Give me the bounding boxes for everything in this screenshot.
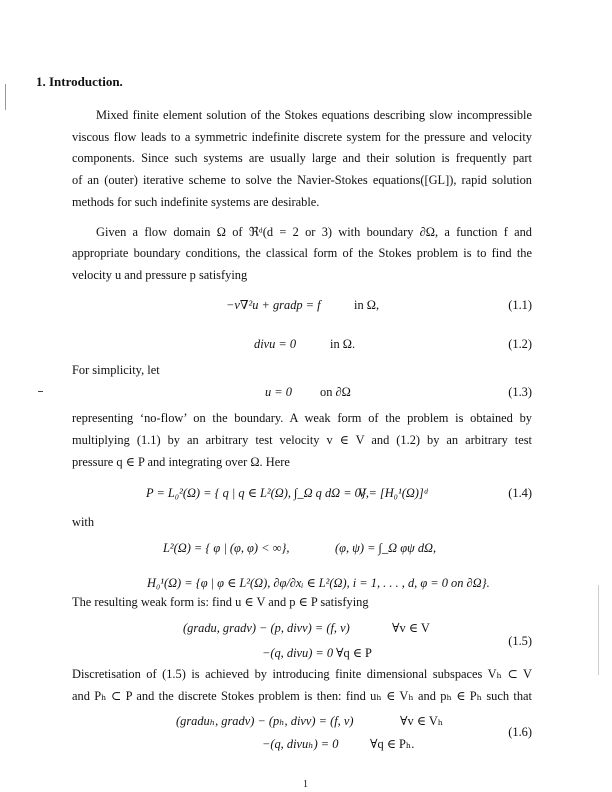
text-line: pressure q ∈ P and integrating over Ω. Here — [72, 455, 290, 469]
equation-h1: H₀¹(Ω) = {φ | φ ∈ L²(Ω), ∂φ/∂xᵢ ∈ L²(Ω), i = 1, . . . , d, φ = 0 on ∂Ω}. — [147, 576, 490, 590]
equation-expression-v: V = [H₀¹(Ω)]ᵈ — [358, 486, 428, 500]
equation-label: (1.6) — [508, 725, 532, 739]
scan-mark-dash — [38, 391, 43, 392]
text-line: appropriate boundary conditions, the classical form of the Stokes problem is to find the — [72, 246, 532, 260]
text-line: multiplying (1.1) by an arbitrary test velocity v ∈ V and (1.2) by an arbitrary test — [72, 433, 532, 447]
equation-condition: on ∂Ω — [320, 385, 351, 399]
text-line: viscous flow leads to a symmetric indefinite discrete system for the pressure and velocity — [72, 130, 532, 144]
equation-condition: in Ω. — [330, 337, 356, 351]
equation-expression-inner-product: (φ, ψ) = ∫_Ω φψ dΩ, — [335, 541, 437, 555]
text-line: Discretisation of (1.5) is achieved by introducing finite dimensional subspaces Vₕ ⊂ V — [72, 667, 532, 681]
text-line: The resulting weak form is: find u ∈ V and p ∈ P satisfying — [72, 595, 369, 609]
text-line: with — [72, 515, 95, 529]
equation-expression: divu = 0 — [254, 337, 297, 351]
equation-expression: P = L₀²(Ω) = { q | q ∈ L²(Ω), ∫_Ω q dΩ = 0}, — [146, 486, 369, 500]
equation-label: (1.4) — [508, 486, 532, 500]
equation-condition: ∀v ∈ V — [392, 621, 430, 635]
section-heading: 1. Introduction. — [36, 74, 123, 89]
equation-expression: u = 0 — [265, 385, 292, 399]
equation-condition: ∀v ∈ Vₕ — [400, 714, 444, 728]
scan-mark-left — [5, 84, 6, 110]
text-line: Given a flow domain Ω of ℜᵈ(d = 2 or 3) with boundary ∂Ω, a function f and — [96, 225, 532, 239]
scan-mark-right — [598, 585, 599, 675]
equation-expression: L²(Ω) = { φ | (φ, φ) < ∞}, — [163, 541, 290, 555]
text-line: methods for such indefinite systems are desirable. — [72, 195, 320, 209]
equation-line: −(q, divu) = 0 — [262, 646, 334, 660]
text-line: For simplicity, let — [72, 363, 160, 377]
equation-label: (1.1) — [508, 298, 532, 312]
equation-condition: ∀q ∈ P — [336, 646, 372, 660]
equation-label: (1.2) — [508, 337, 532, 351]
equation-label: (1.3) — [508, 385, 532, 399]
equation-label: (1.5) — [508, 634, 532, 648]
text-line: Mixed finite element solution of the Stokes equations describing slow incompressible — [96, 108, 532, 122]
equation-condition: ∀q ∈ Pₕ. — [370, 737, 415, 751]
equation-line: −(q, divuₕ) = 0 — [262, 737, 339, 751]
text-line: and Pₕ ⊂ P and the discrete Stokes problem is then: find uₕ ∈ Vₕ and pₕ ∈ Pₕ such that — [72, 689, 532, 703]
text-line: of an (outer) iterative scheme to solve the Navier-Stokes equations([GL]), rapid solution — [72, 173, 532, 187]
equation-expression: −ν∇²u + gradp = f — [226, 298, 321, 312]
equation-line: (graduₕ, gradv) − (pₕ, divv) = (f, v) — [176, 714, 354, 728]
page-number: 1 — [303, 779, 308, 790]
text-line: components. Since such systems are usually large and their solution is frequently part — [72, 151, 532, 165]
text-line: representing ‘no-flow’ on the boundary. A weak form of the problem is obtained by — [72, 411, 532, 425]
equation-condition: in Ω, — [354, 298, 380, 312]
text-line: velocity u and pressure p satisfying — [72, 268, 248, 282]
equation-line: (gradu, gradv) − (p, divv) = (f, v) — [183, 621, 350, 635]
